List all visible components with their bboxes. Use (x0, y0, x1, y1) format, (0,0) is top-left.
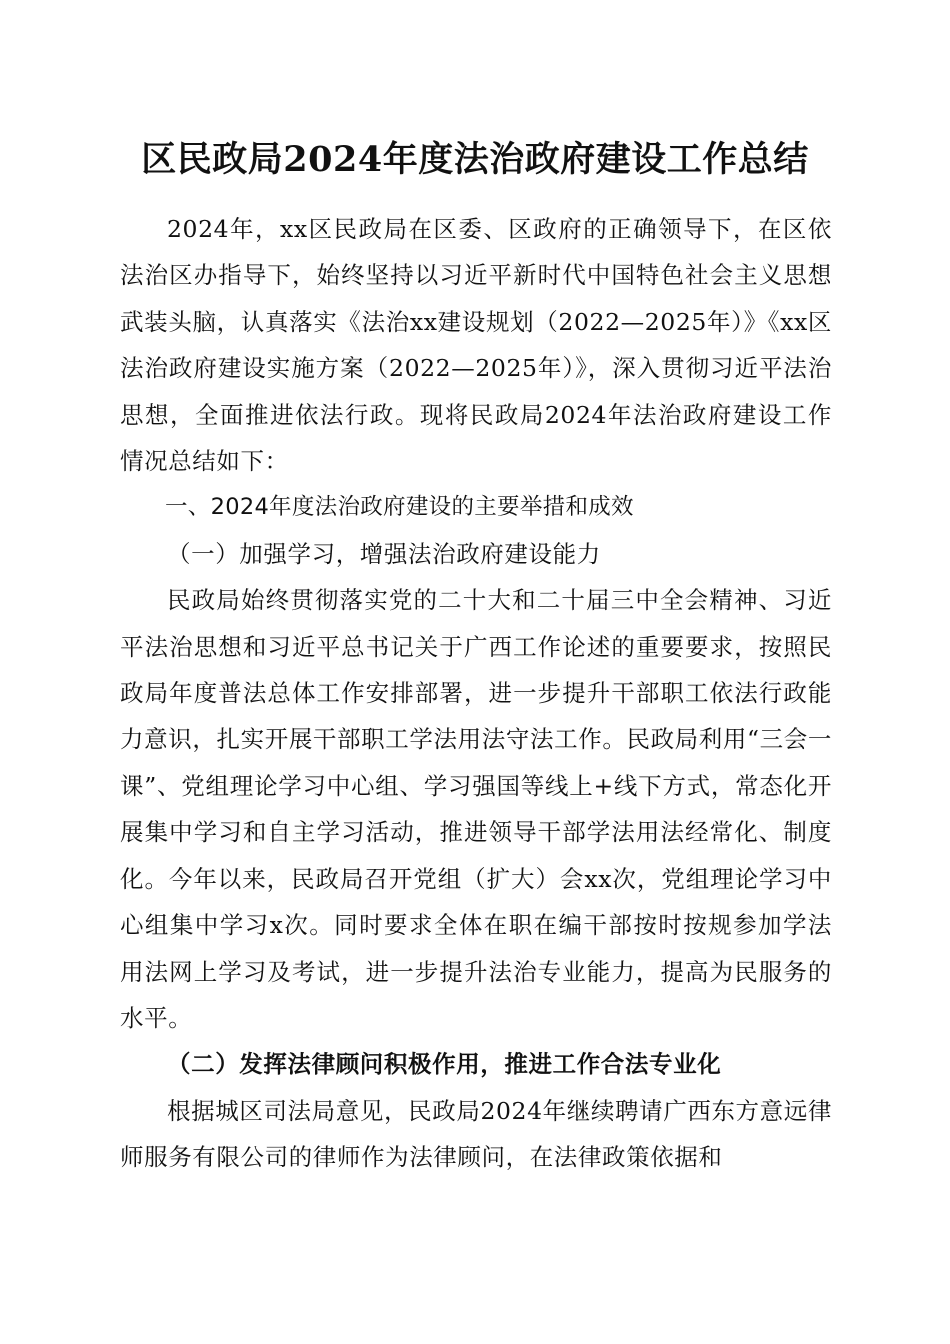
subsection-2-heading: （二）发挥法律顾问积极作用，推进工作合法专业化 (167, 1050, 722, 1079)
section-1-heading: 一、2024年度法治政府建设的主要举措和成效 (165, 494, 634, 521)
document-title: 区民政局2024年度法治政府建设工作总结 (141, 139, 809, 180)
document-body (120, 206, 832, 1181)
subsection-1-paragraph: 民政局始终贯彻落实党的二十大和二十届三中全会精神、习近平法治思想和习近平总书记关于广西工作论述的重要要求，按照民政局年度普法总体工作安排部署，进一步提升干部职工依法行政能力意识，扎实开展干部职工学法用法守法工作。民政局利用“三会一课”、党组理论学习中心组、学习强国等线上+线下方式，常态化开展集中学习和自主学习活动，推进领导干部学法用法经常化、制度化。今年以来，民政局召开党组（扩大）会xx次，党组理论学习中心组集中学习x次。同时要求全体在职在编干部按时按规参加学法用法网上学习及考试，进一步提升法治专业能力，提高为民服务的水平。 (120, 586, 832, 1032)
subsection-2-paragraph: 根据城区司法局意见，民政局2024年继续聘请广西东方意远律师服务有限公司的律师作为法律顾问，在法律政策依据和 (120, 1096, 832, 1172)
intro-paragraph: 2024年，xx区民政局在区委、区政府的正确领导下，在区依法治区办指导下，始终坚持以习近平新时代中国特色社会主义思想武装头脑，认真落实《法治xx建设规划（2022—2025年）》《xx区法治政府建设实施方案（2022—2025年）》，深入贯彻习近平法治思想，全面推进依法行政。现将民政局2024年法治政府建设工作情况总结如下： (120, 215, 832, 476)
subsection-1-heading: （一）加强学习，增强法治政府建设能力 (167, 539, 601, 568)
